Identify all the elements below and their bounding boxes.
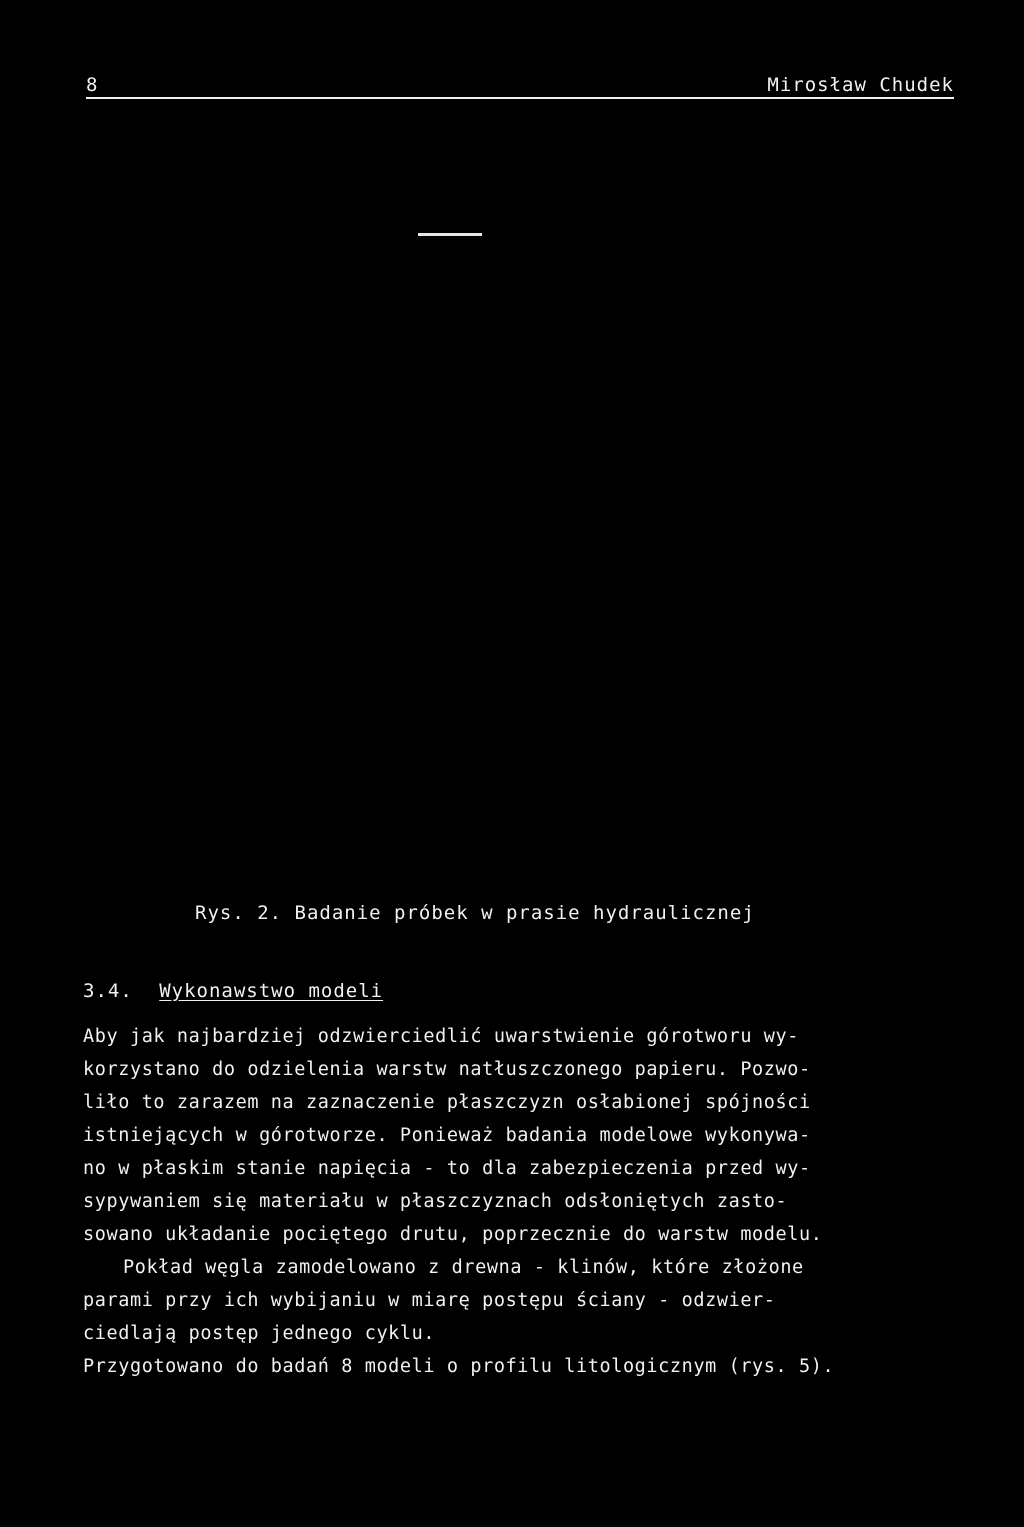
body-paragraph	[83, 1020, 963, 1383]
section-heading	[83, 980, 383, 1002]
page-number: 8	[86, 74, 99, 96]
text-line: parami przy ich wybijaniu w miarę postępu ściany - odzwier-	[83, 1290, 776, 1311]
text-line: liło to zarazem na zaznaczenie płaszczyzn osłabionej spójności	[83, 1092, 811, 1113]
figure-area	[86, 110, 954, 890]
text-line: Przygotowano do badań 8 modeli o profilu litologicznym (rys. 5).	[83, 1356, 835, 1377]
text-line: no w płaskim stanie napięcia - to dla zabezpieczenia przed wy-	[83, 1158, 811, 1179]
header-rule	[86, 97, 954, 99]
section-title: Wykonawstwo modeli	[159, 980, 384, 1002]
text-line: Pokład węgla zamodelowano z drewna - klinów, które złożone	[123, 1257, 804, 1278]
text-line: Aby jak najbardziej odzwierciedlić uwarstwienie górotworu wy-	[83, 1026, 800, 1047]
text-line: sypywaniem się materiału w płaszczyznach odsłoniętych zasto-	[83, 1191, 788, 1212]
section-number: 3.4.	[83, 980, 133, 1002]
figure-caption: Rys. 2. Badanie próbek w prasie hydraulicznej	[195, 902, 755, 924]
text-line: istniejących w górotworze. Ponieważ badania modelowe wykonywa-	[83, 1125, 811, 1146]
running-head-author: Mirosław Chudek	[767, 74, 954, 96]
text-line: sowano układanie pociętego drutu, poprzecznie do warstw modelu.	[83, 1224, 823, 1245]
figure-fragment-mark	[418, 233, 482, 236]
text-line: ciedlają postęp jednego cyklu.	[83, 1323, 436, 1344]
text-line: korzystano do odzielenia warstw natłuszczonego papieru. Pozwo-	[83, 1059, 811, 1080]
page-header	[86, 74, 954, 98]
